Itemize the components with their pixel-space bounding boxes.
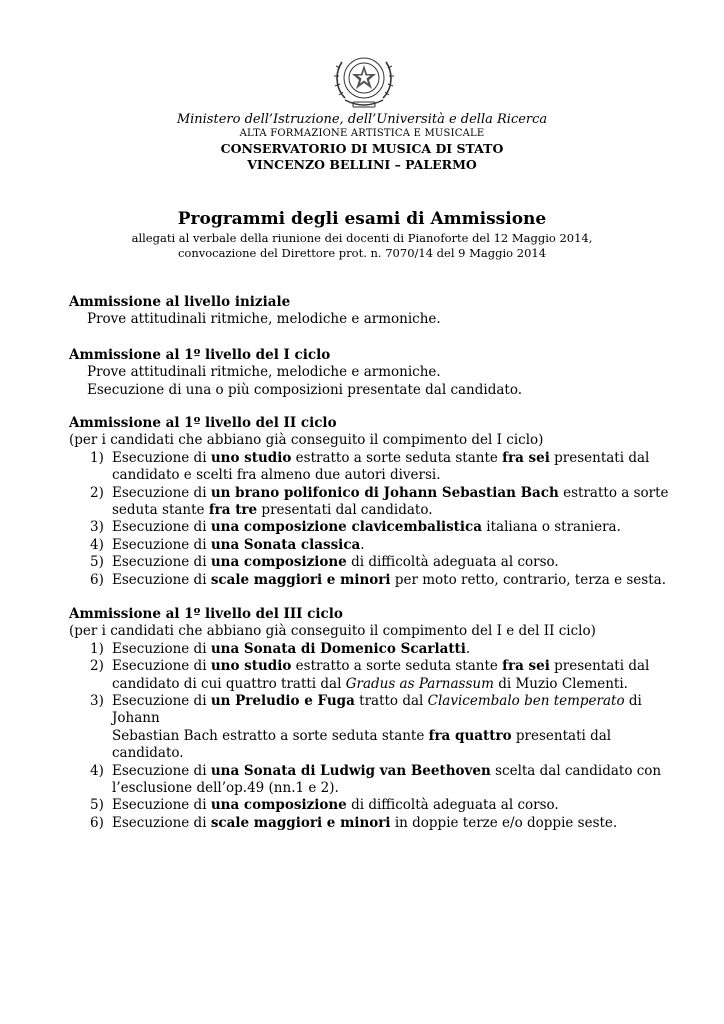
italian-republic-emblem-icon bbox=[331, 52, 397, 110]
list-item bbox=[69, 797, 669, 814]
item-text: presentati dal bbox=[549, 658, 650, 675]
emphasis-text: una Sonata classica bbox=[210, 536, 361, 553]
item-text: . bbox=[465, 640, 471, 657]
section-heading: Ammissione al livello iniziale bbox=[69, 294, 291, 310]
item-text: Esecuzione di bbox=[112, 536, 211, 553]
emphasis-text: uno studio bbox=[210, 449, 292, 466]
exam-list bbox=[69, 641, 669, 832]
list-item bbox=[69, 450, 669, 485]
list-item bbox=[69, 485, 669, 520]
item-text: Esecuzione di bbox=[112, 797, 211, 814]
list-item-number: 1) bbox=[90, 640, 104, 657]
item-text: di Muzio Clementi. bbox=[493, 675, 628, 692]
section-note: (per i candidati che abbiano già conseguito il compimento del I e del II ciclo) bbox=[69, 623, 596, 640]
list-item-number: 4) bbox=[90, 762, 104, 779]
list-item-number: 4) bbox=[90, 536, 104, 553]
emphasis-text: una composizione bbox=[210, 797, 347, 814]
section-ii-ciclo bbox=[69, 415, 669, 589]
emphasis-text: un Preludio e Fuga bbox=[210, 693, 355, 710]
item-text: presentati dal bbox=[549, 449, 650, 466]
list-item bbox=[69, 519, 669, 536]
section-heading: Ammissione al 1º livello del III ciclo bbox=[69, 606, 343, 622]
list-item bbox=[69, 658, 669, 693]
list-item-number: 6) bbox=[90, 571, 104, 588]
section-text: Prove attitudinali ritmiche, melodiche e armoniche. bbox=[87, 364, 441, 381]
item-text: Esecuzione di bbox=[112, 571, 211, 588]
emphasis-text: una Sonata di Ludwig van Beethoven bbox=[210, 762, 491, 779]
section-note: (per i candidati che abbiano già conseguito il compimento del I ciclo) bbox=[69, 432, 544, 449]
list-item-number: 3) bbox=[90, 693, 104, 710]
emphasis-text: scale maggiori e minori bbox=[210, 571, 391, 588]
emphasis-text: una composizione clavicembalistica bbox=[210, 519, 483, 536]
item-text: candidato di cui quattro tratti dal bbox=[112, 675, 346, 692]
item-text: tratto dal bbox=[354, 693, 428, 710]
section-livello-iniziale bbox=[69, 294, 669, 329]
list-item-number: 6) bbox=[90, 814, 104, 831]
item-text: Esecuzione di bbox=[112, 554, 211, 571]
item-text: candidato e scelti fra almeno due autori diversi. bbox=[112, 467, 441, 484]
subtitle-line: allegati al verbale della riunione dei docenti di Pianoforte del 12 Maggio 2014, bbox=[131, 231, 593, 245]
section-text: Esecuzione di una o più composizioni presentate dal candidato. bbox=[87, 381, 523, 398]
item-text: presentati dal candidato. bbox=[112, 727, 612, 762]
item-text: estratto a sorte seduta stante bbox=[291, 449, 503, 466]
item-text: Esecuzione di bbox=[112, 658, 211, 675]
item-text: seduta stante bbox=[112, 502, 209, 519]
item-text: Sebastian Bach estratto a sorte seduta stante bbox=[112, 727, 429, 744]
list-item bbox=[69, 815, 669, 832]
item-text: estratto a sorte seduta stante bbox=[291, 658, 503, 675]
page-title: Programmi degli esami di Ammissione bbox=[177, 209, 547, 229]
emphasis-text: un brano polifonico di Johann Sebastian Bach bbox=[210, 484, 559, 501]
item-text: Esecuzione di bbox=[112, 693, 211, 710]
list-item bbox=[69, 693, 669, 763]
item-text: in doppie terze e/o doppie seste. bbox=[390, 814, 618, 831]
item-text: . bbox=[360, 536, 365, 553]
alta-formazione-label: ALTA FORMAZIONE ARTISTICA E MUSICALE bbox=[239, 128, 485, 139]
item-text: italiana o straniera. bbox=[482, 519, 621, 536]
section-iii-ciclo bbox=[69, 606, 669, 832]
item-text: per moto retto, contrario, terza e sesta. bbox=[390, 571, 666, 588]
section-heading: Ammissione al 1º livello del II ciclo bbox=[69, 415, 337, 431]
list-item-number: 2) bbox=[90, 484, 104, 501]
section-heading: Ammissione al 1º livello del I ciclo bbox=[69, 347, 331, 363]
list-item bbox=[69, 763, 669, 798]
item-text: Esecuzione di bbox=[112, 484, 211, 501]
item-text: di Johann bbox=[112, 693, 642, 727]
emphasis-text: una composizione bbox=[210, 554, 347, 571]
work-title-text: Clavicembalo ben temperato bbox=[427, 693, 625, 710]
exam-list bbox=[69, 450, 669, 589]
emphasis-text: una Sonata di Domenico Scarlatti bbox=[210, 640, 466, 657]
item-text: Esecuzione di bbox=[112, 814, 211, 831]
emphasis-text: fra sei bbox=[502, 449, 550, 466]
item-text: di difficoltà adeguata al corso. bbox=[346, 554, 559, 571]
emphasis-text: uno studio bbox=[210, 658, 292, 675]
item-text: Esecuzione di bbox=[112, 519, 211, 536]
item-text: di difficoltà adeguata al corso. bbox=[346, 797, 559, 814]
list-item-number: 5) bbox=[90, 797, 104, 814]
emphasis-text: fra quattro bbox=[428, 727, 512, 744]
conservatory-name: CONSERVATORIO DI MUSICA DI STATO bbox=[220, 141, 504, 156]
section-text: Prove attitudinali ritmiche, melodiche e armoniche. bbox=[87, 311, 441, 328]
item-text: estratto a sorte bbox=[558, 484, 669, 501]
section-i-ciclo bbox=[69, 347, 669, 399]
item-text: scelta dal candidato con bbox=[490, 762, 662, 779]
emphasis-text: fra tre bbox=[208, 502, 258, 519]
list-item-number: 3) bbox=[90, 519, 104, 536]
list-item-number: 2) bbox=[90, 658, 104, 675]
conservatory-city: VINCENZO BELLINI – PALERMO bbox=[247, 157, 477, 172]
list-item bbox=[69, 641, 669, 658]
list-item-number: 1) bbox=[90, 449, 104, 466]
item-text: Esecuzione di bbox=[112, 762, 211, 779]
ministry-name: Ministero dell’Istruzione, dell’Università e della Ricerca bbox=[176, 112, 548, 127]
emphasis-text: scale maggiori e minori bbox=[210, 814, 391, 831]
emphasis-text: fra sei bbox=[502, 658, 550, 675]
work-title-text: Gradus as Parnassum bbox=[345, 675, 494, 692]
item-text: Esecuzione di bbox=[112, 449, 211, 466]
list-item bbox=[69, 554, 669, 571]
item-text: l’esclusione dell’op.49 (nn.1 e 2). bbox=[112, 780, 339, 797]
list-item-number: 5) bbox=[90, 554, 104, 571]
item-text: Esecuzione di bbox=[112, 640, 211, 657]
list-item bbox=[69, 537, 669, 554]
subtitle-line: convocazione del Direttore prot. n. 7070/14 del 9 Maggio 2014 bbox=[177, 246, 547, 260]
item-text: presentati dal candidato. bbox=[257, 502, 433, 519]
list-item bbox=[69, 572, 669, 589]
